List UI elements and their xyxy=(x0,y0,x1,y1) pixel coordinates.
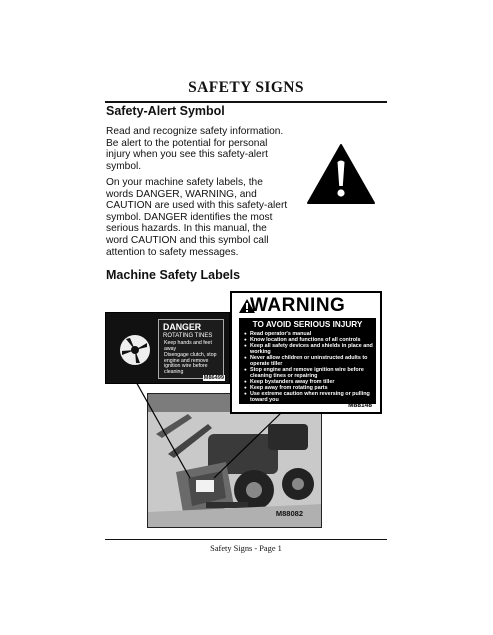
warning-list xyxy=(244,331,374,403)
rotating-tines-icon xyxy=(118,333,152,367)
warning-label-id: M88148 xyxy=(348,402,372,409)
section-heading-machine-labels: Machine Safety Labels xyxy=(106,268,241,282)
para2-line: On your machine safety labels, the xyxy=(106,177,263,188)
warning-text-panel xyxy=(239,318,376,404)
danger-item: Disengage clutch, stop engine and remove ignition wire before cleaning xyxy=(164,352,217,375)
para2-line: words DANGER, WARNING, and xyxy=(106,188,257,200)
danger-label xyxy=(105,312,230,384)
list-item: ● Keep all safety devices and shields in place and working xyxy=(244,343,374,355)
list-item: ● Keep away from rotating parts xyxy=(244,385,374,391)
para1-line: symbol. xyxy=(106,160,142,172)
para1-line: Read and recognize safety information. xyxy=(106,126,284,137)
para2-line: attention to safety messages. xyxy=(106,246,239,258)
para2-line: symbol. DANGER identifies the most xyxy=(106,211,273,223)
warning-signal-word: WARNING xyxy=(250,295,346,316)
danger-text-panel xyxy=(158,319,224,379)
section-heading-safety-alert: Safety-Alert Symbol xyxy=(106,104,225,118)
danger-label-id: M86499 xyxy=(203,375,224,381)
list-item: ● Read operator's manual xyxy=(244,331,374,337)
page-footer: Safety Signs - Page 1 xyxy=(210,544,282,553)
photo-id-label: M88082 xyxy=(275,509,303,518)
footer-rule xyxy=(105,539,387,540)
danger-subtitle: ROTATING TINES xyxy=(163,333,213,339)
warning-leader-line xyxy=(214,412,282,478)
para2-line: CAUTION are used with this safety-alert xyxy=(106,200,288,212)
list-item: ● Know location and functions of all controls xyxy=(244,337,374,343)
para2-line: serious hazards. In this manual, the xyxy=(106,223,267,235)
danger-leader-line xyxy=(135,380,190,478)
para2-line: word CAUTION and this symbol call xyxy=(106,234,269,246)
danger-signal-word: DANGER xyxy=(163,322,202,332)
page-title: SAFETY SIGNS xyxy=(188,79,304,96)
list-item: ● Stop engine and remove ignition wire before cleaning tines or repairing xyxy=(244,367,374,379)
list-item: ● Keep bystanders away from tiller xyxy=(244,379,374,385)
warning-subtitle: TO AVOID SERIOUS INJURY xyxy=(252,320,363,329)
danger-item: Keep hands and feet away xyxy=(164,340,212,352)
warning-label xyxy=(230,291,382,414)
list-item: ● Never allow children or uninstructed adults to operate tiller xyxy=(244,355,374,367)
para1-line: Be alert to the potential for personal xyxy=(106,137,268,149)
para1-line: injury when you see this safety-alert xyxy=(106,149,268,161)
list-item: ● Use extreme caution when reversing or pulling toward you xyxy=(244,391,374,403)
